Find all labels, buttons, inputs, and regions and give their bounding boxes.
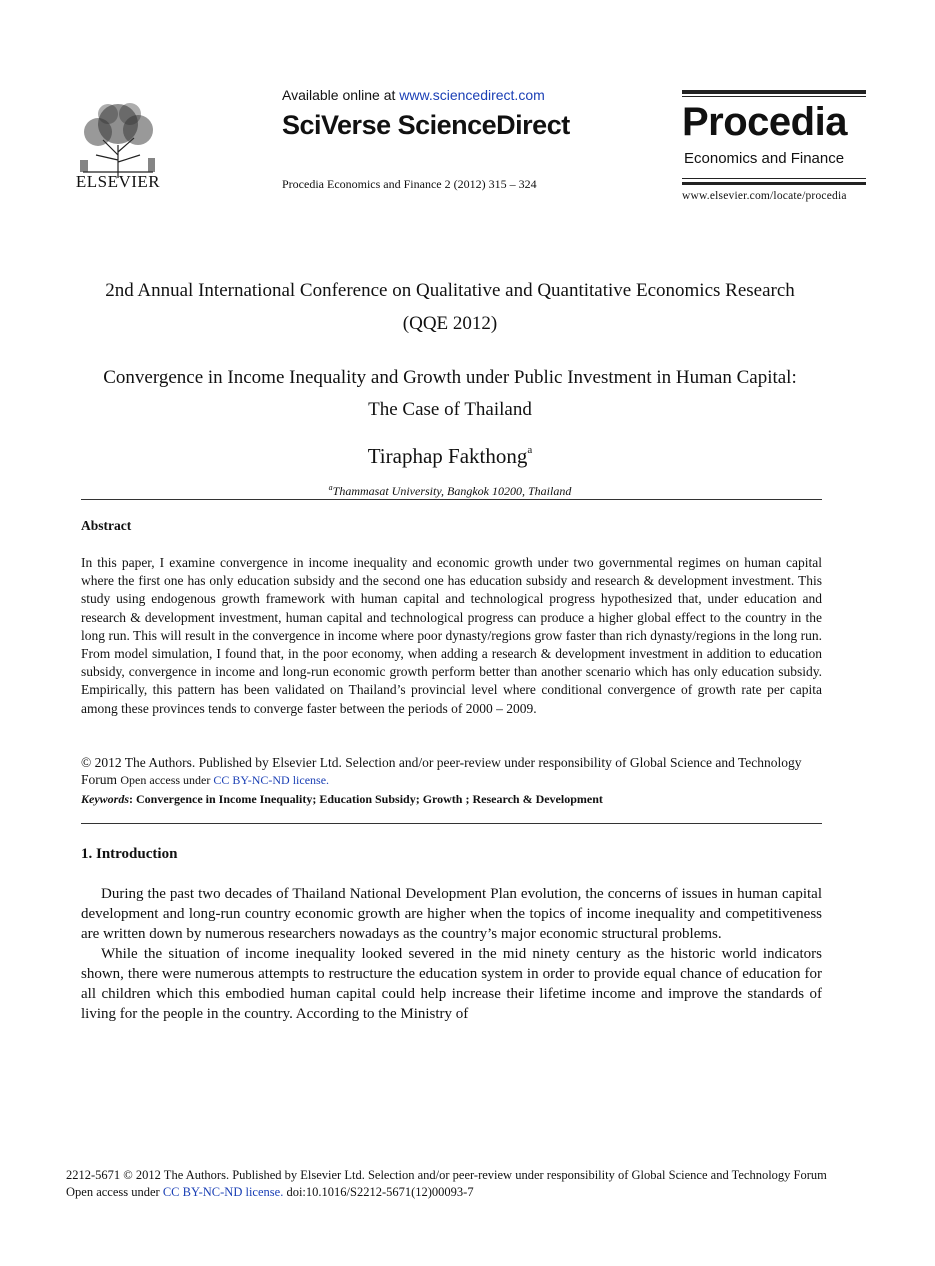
affiliation [60, 483, 840, 499]
sciencedirect-link[interactable]: www.sciencedirect.com [399, 87, 545, 103]
author-name [60, 444, 840, 469]
procedia-rule-top-thin [682, 96, 866, 97]
procedia-url[interactable]: www.elsevier.com/locate/procedia [682, 190, 847, 202]
keywords-line [81, 792, 603, 807]
introduction-body [81, 884, 822, 1024]
sciverse-sciencedirect-brand: SciVerse ScienceDirect [282, 110, 570, 140]
divider-bottom [81, 823, 822, 824]
journal-citation: Procedia Economics and Finance 2 (2012) 315 – 324 [282, 177, 537, 191]
available-online-text [282, 87, 545, 103]
conference-title-line1: 2nd Annual International Conference on Qualitative and Quantitative Economics Research [105, 280, 795, 301]
introduction-paragraph: During the past two decades of Thailand National Development Plan evolution, the concerns of issues in human capital development and long-run country economic growth are higher when the topics of income inequality and competitiveness are written down by numerous researchers nowadays as the country’s major economic structural problems. [81, 886, 822, 942]
copyright-text: © 2012 The Authors. Published by Elsevier Ltd. Selection and/or peer-review under responsibility of Global Science and Technology Forum [81, 755, 802, 787]
affiliation-superscript: a [328, 483, 333, 492]
introduction-paragraph: While the situation of income inequality looked severed in the mid ninety century as the historic world indicators shown, there were numerous attempts to restructure the education system in order to provide equal chance of education for all children which this embodied human capital could help increase their lifetime income and improve the standards of living for the people in the country. According to the Ministry of [81, 946, 822, 1022]
paper-title-line1: Convergence in Income Inequality and Growth under Public Investment in Human Capital: [103, 367, 797, 388]
procedia-logo-title: Procedia [682, 100, 847, 144]
keywords-text: : Convergence in Income Inequality; Education Subsidy; Growth ; Research & Development [129, 792, 603, 806]
procedia-logo-subtitle: Economics and Finance [684, 150, 845, 167]
keywords-label: Keywords [81, 792, 129, 806]
conference-title-line2: (QQE 2012) [402, 313, 498, 334]
author-superscript: a [527, 444, 533, 456]
footer-open-access-prefix: Open access under [66, 1185, 163, 1199]
procedia-rule-top-thick [682, 90, 866, 94]
introduction-heading: 1. Introduction [81, 846, 178, 862]
procedia-rule-bottom-thick [682, 182, 866, 185]
footer-line2 [66, 1184, 886, 1201]
license-link[interactable]: CC BY-NC-ND license. [213, 773, 330, 787]
footer-line1: 2212-5671 © 2012 The Authors. Published by Elsevier Ltd. Selection and/or peer-review under responsibility of Global Science and Technology Forum [66, 1168, 827, 1182]
procedia-rule-bottom-thin [682, 178, 866, 179]
affiliation-text: Thammasat University, Bangkok 10200, Thailand [332, 484, 572, 498]
page-footer [66, 1167, 886, 1201]
abstract-heading: Abstract [81, 518, 132, 533]
paper-title-line2: The Case of Thailand [368, 399, 532, 420]
divider-top [81, 499, 822, 500]
available-prefix: Available online at [282, 87, 400, 103]
footer-license-link[interactable]: CC BY-NC-ND license. [162, 1185, 284, 1199]
open-access-prefix: Open access under [120, 773, 214, 787]
abstract-body: In this paper, I examine convergence in income inequality and economic growth under two governmental regimes on human capital where the first one has only education subsidy and the second one has education subsidy and research & development investment. This study using endogenous growth framework with human capital and technological progress hypothesized that, under education and research & development investment, human capital and technological progress can produce a higher global effect to the country in the long run. This will result in the convergence in income where poor dynasty/regions grow faster than rich dynasty/regions in the long run. From model simulation, I found that, in the poor economy, when adding a research & development investment in addition to education subsidy, convergence in income and long-run economic growth perform better than another scenario which has only education subsidy. Empirically, this pattern has been validated on Thailand’s provincial level where conditional convergence of growth rate per capita among these provinces tends to converge faster between the periods of 2000 – 2009. [81, 555, 822, 716]
footer-doi: doi:10.1016/S2212-5671(12)00093-7 [283, 1185, 474, 1199]
copyright-notice [81, 754, 822, 789]
author-text: Tiraphap Fakthong [367, 444, 528, 468]
elsevier-wordmark: ELSEVIER [75, 172, 161, 191]
